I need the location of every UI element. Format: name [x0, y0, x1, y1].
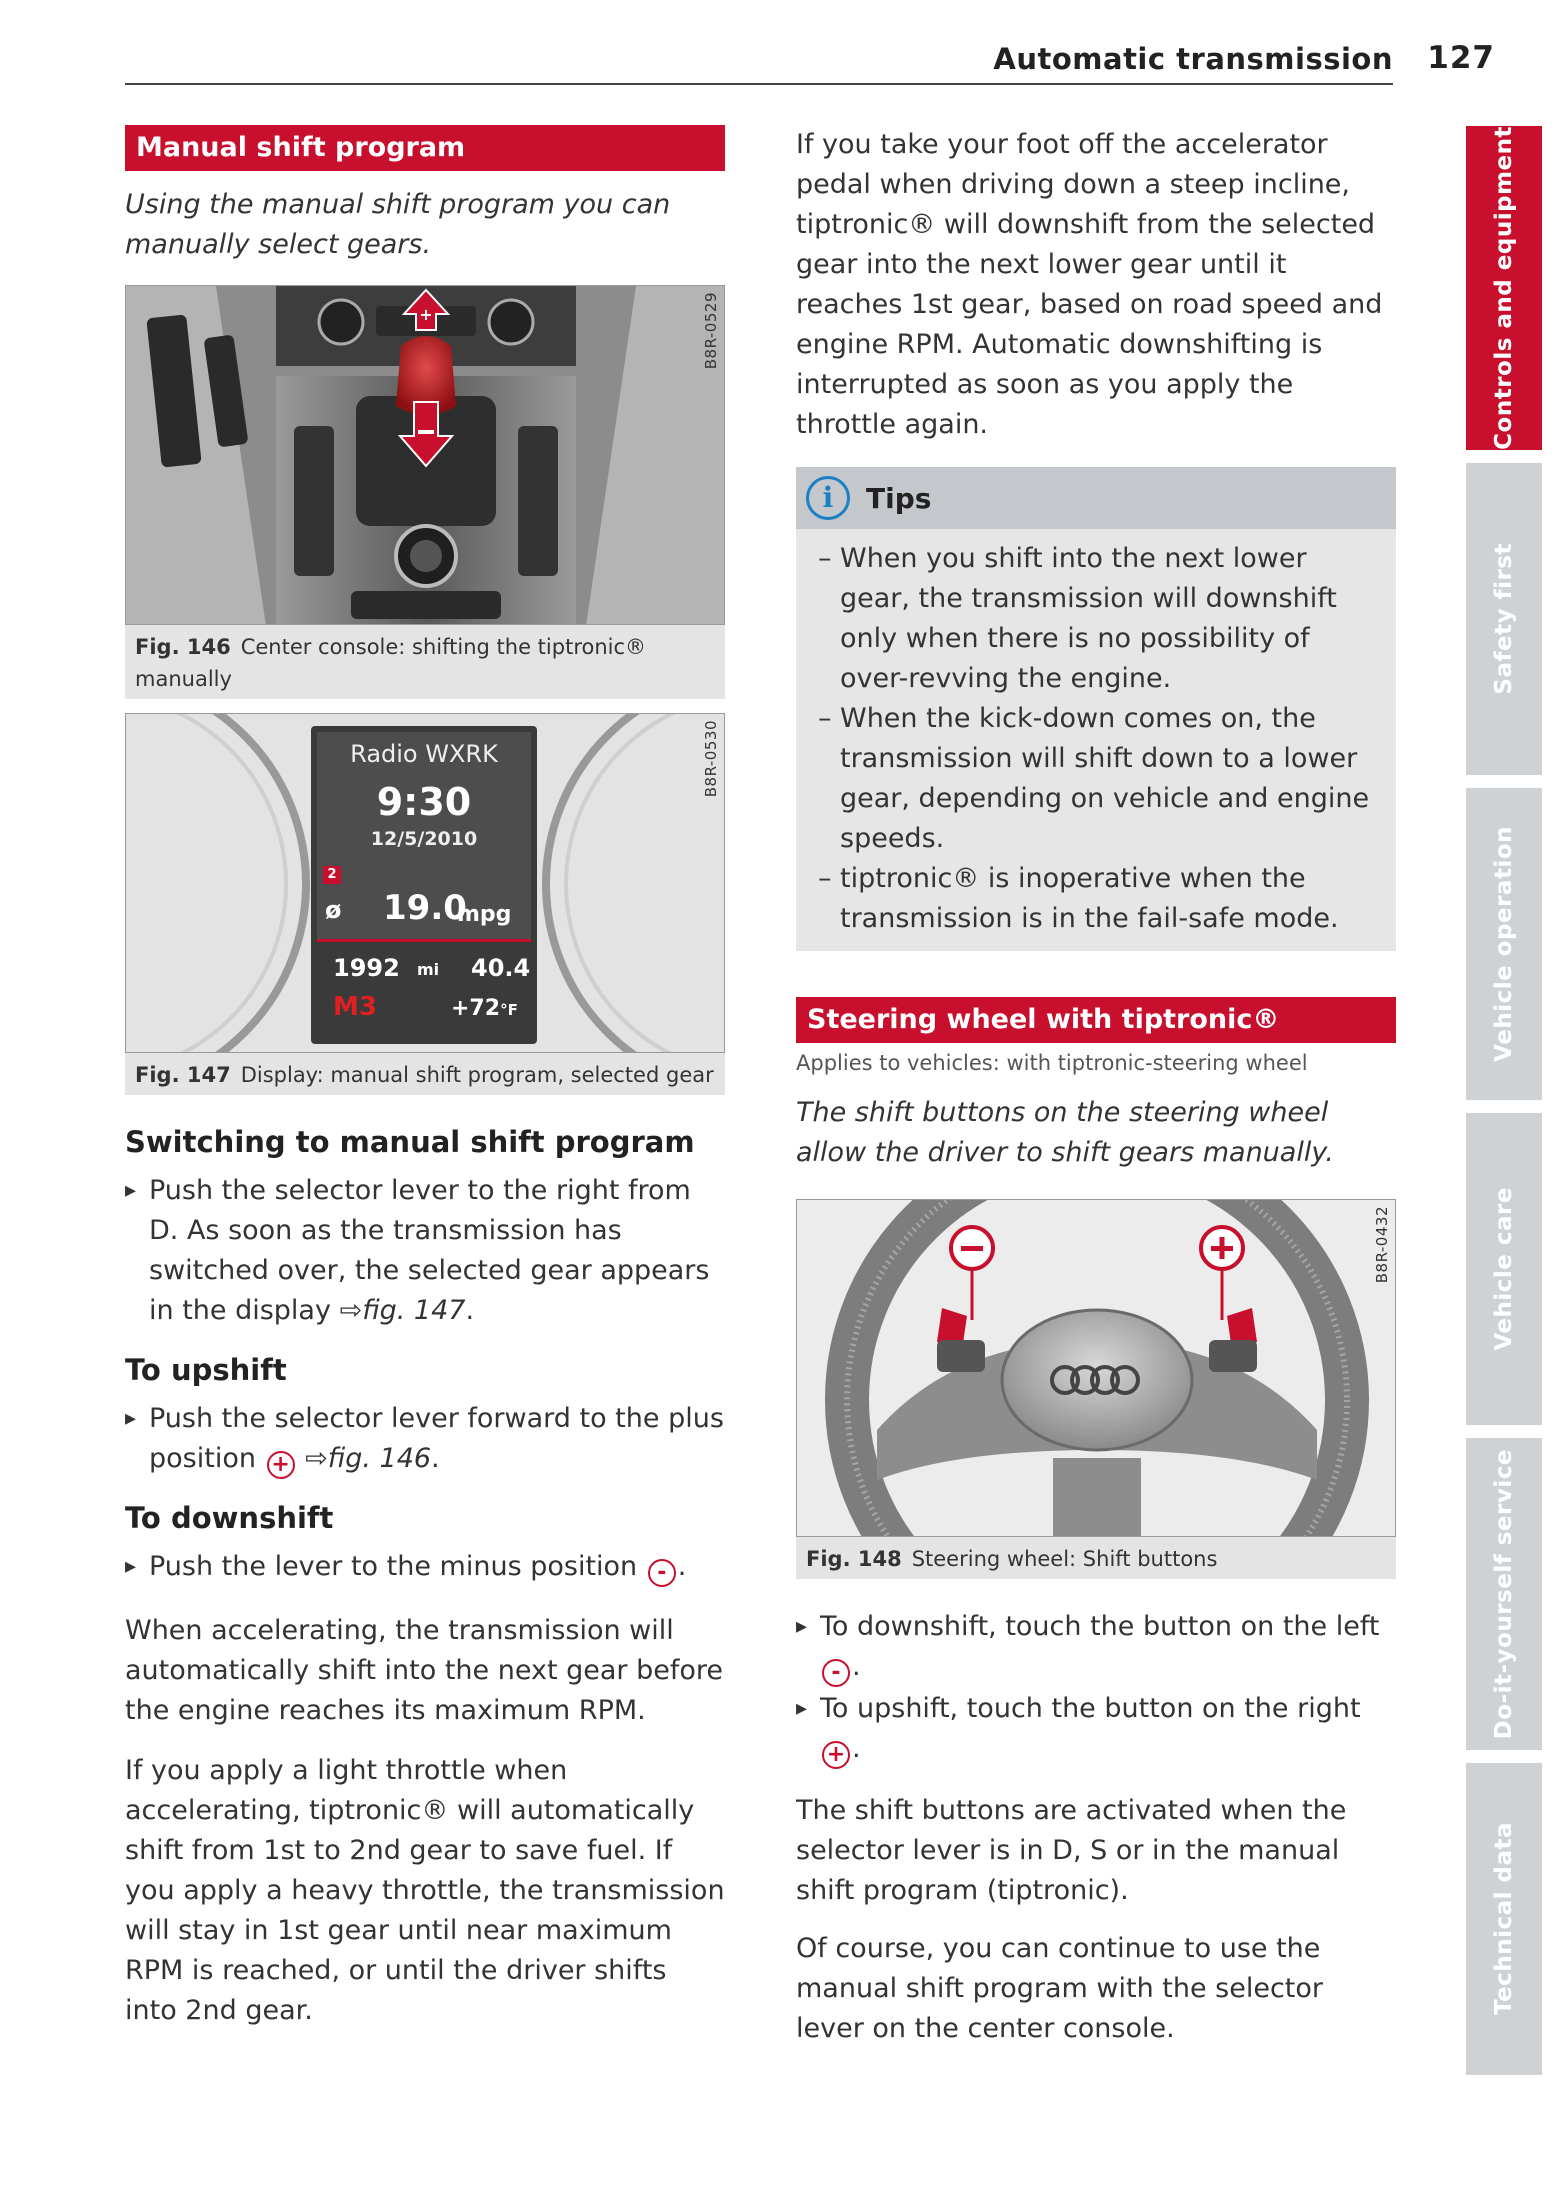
list-item: ▸ Push the selector lever to the right from D. As soon as the transmission has switched over, the selected gear appears in the display ⇨fig. 147.	[125, 1171, 725, 1331]
paragraph-throttle: If you apply a light throttle when accelerating, tiptronic® will automatically shift from 1st to 2nd gear to save fuel. If you apply a heavy throttle, the transmission will stay in 1st gear until near maximum RPM is reached, or until the driver shifts into 2nd gear.	[125, 1755, 725, 2026]
svg-text:+: +	[419, 305, 433, 324]
subheading-switching: Switching to manual shift program	[125, 1125, 695, 1159]
running-header	[125, 38, 1495, 88]
tab-vehicle-operation[interactable]: Vehicle operation	[1466, 788, 1542, 1100]
display-time: 9:30	[376, 780, 472, 824]
figure-caption	[125, 625, 725, 699]
tip-item: – tiptronic® is inoperative when the transmission is in the fail-safe mode.	[818, 859, 1372, 939]
section-heading-manual-shift: Manual shift program	[125, 125, 725, 171]
tab-technical-data[interactable]: Technical data	[1466, 1763, 1542, 2075]
outside-temperature: +72°F	[451, 996, 518, 1021]
radio-station: Radio WXRK	[350, 740, 498, 768]
tips-box	[796, 467, 1396, 951]
display-date: 12/5/2010	[370, 828, 478, 850]
figure-146	[125, 285, 725, 699]
consumption-unit: mpg	[457, 902, 512, 927]
minus-circle-icon: -	[822, 1659, 850, 1687]
section-heading-steering-wheel: Steering wheel with tiptronic®	[796, 997, 1396, 1043]
list-item: ▸ Push the lever to the minus position - .	[125, 1547, 725, 1587]
figure-148	[796, 1199, 1396, 1579]
figure-label: Fig. 148	[806, 1547, 902, 1571]
plus-circle-icon: +	[267, 1451, 295, 1479]
minus-paddle-icon	[951, 1227, 993, 1269]
figure-code: B8R-0529	[702, 292, 720, 370]
paragraph-accelerating: When accelerating, the transmission will automatically shift into the next gear before the engine reaches its maximum RPM.	[125, 1615, 723, 1726]
steering-wheel-image	[796, 1199, 1396, 1537]
odometer: 1992	[333, 954, 400, 982]
steering-wheel-illustration	[797, 1200, 1396, 1537]
figure-caption	[796, 1537, 1396, 1579]
list-item: ▸ To downshift, touch the button on the left - .	[796, 1607, 1396, 1687]
figure-code: B8R-0432	[1373, 1206, 1391, 1284]
figure-label: Fig. 146	[135, 635, 231, 659]
tab-vehicle-care[interactable]: Vehicle care	[1466, 1113, 1542, 1425]
selected-gear: M3	[333, 992, 377, 1022]
gear-indicator-badge: 2	[323, 866, 341, 884]
tips-header	[796, 467, 1396, 529]
subheading-downshift: To downshift	[125, 1501, 334, 1535]
tab-safety-first[interactable]: Safety first	[1466, 463, 1542, 775]
paragraph-activation: The shift buttons are activated when the selector lever is in D, S or in the manual shift program (tiptronic).	[796, 1795, 1347, 1906]
display-upper-panel	[317, 732, 531, 942]
steering-shift-steps	[796, 1607, 1396, 1769]
figure-reference[interactable]: fig. 147	[362, 1295, 466, 1326]
center-console-illustration	[126, 286, 725, 625]
list-item: ▸ Push the selector lever forward to the plus position + ⇨fig. 146.	[125, 1399, 725, 1479]
instrument-display-image	[125, 713, 725, 1053]
plus-paddle-icon	[1201, 1227, 1243, 1269]
right-column	[796, 125, 1396, 2049]
average-icon: ø	[325, 896, 342, 924]
figure-reference[interactable]: fig. 146	[327, 1443, 432, 1474]
figure-caption-text: Steering wheel: Shift buttons	[911, 1547, 1218, 1571]
minus-circle-icon: -	[648, 1559, 676, 1587]
header-rule	[125, 83, 1393, 85]
trip-odometer: 40.4	[471, 954, 531, 982]
applies-note: Applies to vehicles: with tiptronic-steering wheel	[796, 1051, 1308, 1075]
fuel-consumption: 19.0	[383, 888, 467, 928]
figure-caption	[125, 1053, 725, 1095]
tab-do-it-yourself-service[interactable]: Do-it-yourself service	[1466, 1438, 1542, 1750]
subheading-upshift: To upshift	[125, 1353, 287, 1387]
tips-list	[796, 529, 1396, 951]
switching-steps	[125, 1171, 725, 1331]
driver-info-display	[311, 726, 537, 1044]
tip-item: – When you shift into the next lower gear, the transmission will downshift only when there is no possibility of over-revving the engine.	[818, 539, 1372, 699]
tab-controls-and-equipment[interactable]: Controls and equipment	[1466, 126, 1542, 450]
section-lead: Using the manual shift program you can manually select gears.	[125, 189, 671, 260]
section-lead: The shift buttons on the steering wheel allow the driver to shift gears manually.	[796, 1097, 1334, 1168]
paragraph-incline: If you take your foot off the accelerator pedal when driving down a steep incline, tiptronic® will downshift from the selected gear into the next lower gear until it reaches 1st gear, based on road speed and engine RPM. Automatic downshifting is interrupted as soon as you apply the throttle again.	[796, 129, 1383, 440]
figure-code: B8R-0530	[702, 720, 720, 798]
figure-label: Fig. 147	[135, 1063, 231, 1087]
figure-caption-text: Display: manual shift program, selected gear	[240, 1063, 714, 1087]
odometer-unit: mi	[417, 960, 440, 979]
info-icon: i	[806, 476, 850, 520]
upshift-steps	[125, 1399, 725, 1479]
running-title: Automatic transmission	[993, 42, 1393, 76]
left-column	[125, 125, 725, 2031]
list-item: ▸ To upshift, touch the button on the right + .	[796, 1689, 1396, 1769]
plus-circle-icon: +	[822, 1741, 850, 1769]
figure-147	[125, 713, 725, 1095]
tip-item: – When the kick-down comes on, the transmission will shift down to a lower gear, depending on vehicle and engine speeds.	[818, 699, 1372, 859]
page-number: 127	[1427, 40, 1495, 76]
tips-title: Tips	[866, 481, 932, 515]
downshift-steps	[125, 1547, 725, 1587]
center-console-image	[125, 285, 725, 625]
figure-caption-text: Center console: shifting the tiptronic® manually	[135, 635, 647, 691]
paragraph-continue: Of course, you can continue to use the manual shift program with the selector lever on the center console.	[796, 1933, 1324, 2044]
